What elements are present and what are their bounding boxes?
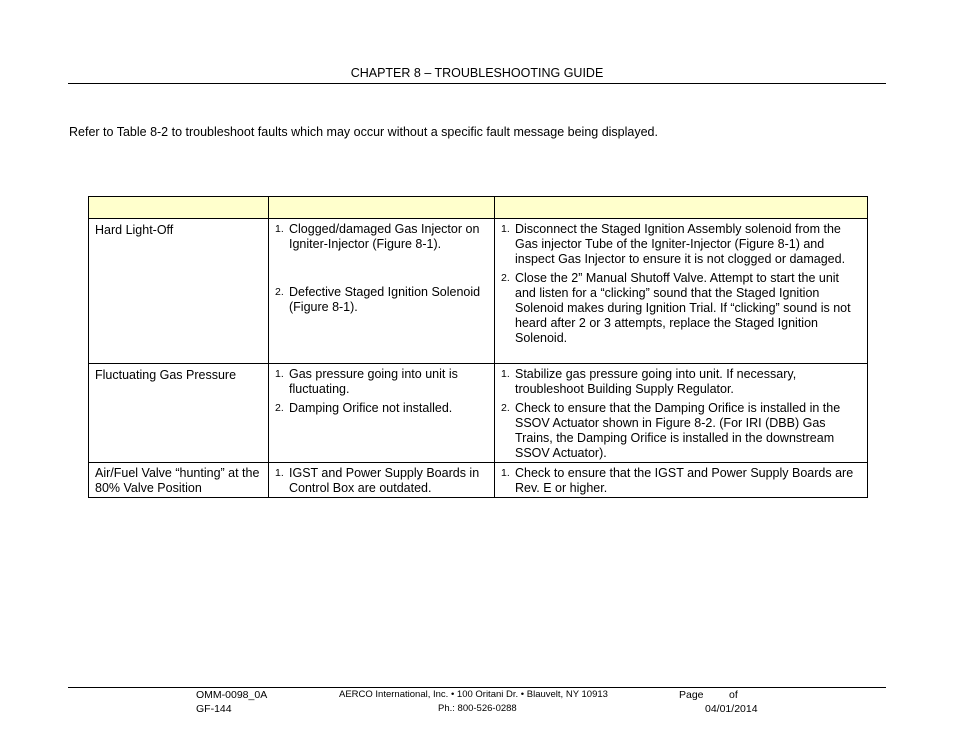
troubleshooting-table: [88, 196, 868, 498]
footer-phone: Ph.: 800-526-0288: [438, 703, 517, 714]
footer-rule: [68, 687, 886, 688]
header-rule: [68, 83, 886, 84]
item-number: 2.: [275, 286, 284, 298]
item-number: 1.: [501, 223, 510, 235]
intro-paragraph: Refer to Table 8-2 to troubleshoot faults which may occur without a specific fault message being displayed.: [69, 125, 658, 139]
list-item: [275, 222, 489, 252]
action-cell: [495, 463, 868, 498]
item-text: Stabilize gas pressure going into unit. If necessary, troubleshoot Building Supply Regulator.: [515, 367, 797, 396]
footer-doc-number: OMM-0098_0A: [196, 689, 268, 701]
footer-page-label: Page: [679, 689, 704, 701]
header-cell-action: [495, 197, 868, 219]
list-item: [275, 401, 489, 416]
table-row: [89, 364, 868, 463]
item-text: Close the 2” Manual Shutoff Valve. Attempt to start the unit and listen for a “clicking” sound that the Staged Ignition Solenoid makes during Ignition Trial. If “clicking” sound is not heard after 2 or 3 attempts, replace the Staged Ignition Solenoid.: [515, 271, 851, 345]
fault-text: Fluctuating Gas Pressure: [95, 368, 237, 382]
item-number: 1.: [275, 368, 284, 380]
item-text: Check to ensure that the Damping Orifice is installed in the SSOV Actuator shown in Figure 8-2. (For IRI (DBB) Gas Trains, the Damping Orifice is installed in the downstream SSOV Actuator).: [515, 401, 841, 460]
fault-text: Hard Light-Off: [95, 223, 174, 237]
action-cell: [495, 219, 868, 364]
footer-date: 04/01/2014: [705, 703, 758, 715]
header-cell-cause: [269, 197, 495, 219]
footer-of-label: of: [729, 689, 738, 701]
table-header-row: [89, 197, 868, 219]
item-text: IGST and Power Supply Boards in Control Box are outdated.: [289, 466, 480, 495]
list-item: [501, 401, 862, 461]
fault-cell: [89, 463, 269, 498]
table-row: [89, 463, 868, 498]
item-text: Clogged/damaged Gas Injector on Igniter-Injector (Figure 8-1).: [289, 222, 480, 251]
item-number: 2.: [501, 402, 510, 414]
item-number: 2.: [501, 272, 510, 284]
item-number: 1.: [501, 368, 510, 380]
fault-cell: [89, 219, 269, 364]
header-cell-fault: [89, 197, 269, 219]
fault-cell: [89, 364, 269, 463]
list-item: [501, 367, 862, 397]
item-text: Disconnect the Staged Ignition Assembly solenoid from the Gas injector Tube of the Igniter-Injector (Figure 8-1) and inspect Gas Injector to ensure it is not clogged or damaged.: [515, 222, 846, 266]
item-text: Check to ensure that the IGST and Power Supply Boards are Rev. E or higher.: [515, 466, 854, 495]
cause-cell: [269, 219, 495, 364]
list-item: [501, 466, 862, 496]
list-item: [501, 222, 862, 267]
cause-cell: [269, 364, 495, 463]
list-item: [501, 271, 862, 346]
list-item: [275, 367, 489, 397]
list-item: [275, 285, 489, 315]
item-number: 1.: [275, 223, 284, 235]
footer-gf-number: GF-144: [196, 703, 232, 715]
footer-address: AERCO International, Inc. • 100 Oritani Dr. • Blauvelt, NY 10913: [339, 689, 608, 700]
item-text: Damping Orifice not installed.: [289, 401, 453, 415]
item-number: 1.: [275, 467, 284, 479]
table-row: [89, 219, 868, 364]
item-number: 2.: [275, 402, 284, 414]
chapter-title: CHAPTER 8 – TROUBLESHOOTING GUIDE: [350, 66, 604, 80]
item-text: Gas pressure going into unit is fluctuating.: [289, 367, 458, 396]
fault-text: Air/Fuel Valve “hunting” at the 80% Valve Position: [95, 466, 260, 495]
cause-cell: [269, 463, 495, 498]
action-cell: [495, 364, 868, 463]
item-text: Defective Staged Ignition Solenoid (Figure 8-1).: [289, 285, 481, 314]
item-number: 1.: [501, 467, 510, 479]
list-item: [275, 466, 489, 496]
